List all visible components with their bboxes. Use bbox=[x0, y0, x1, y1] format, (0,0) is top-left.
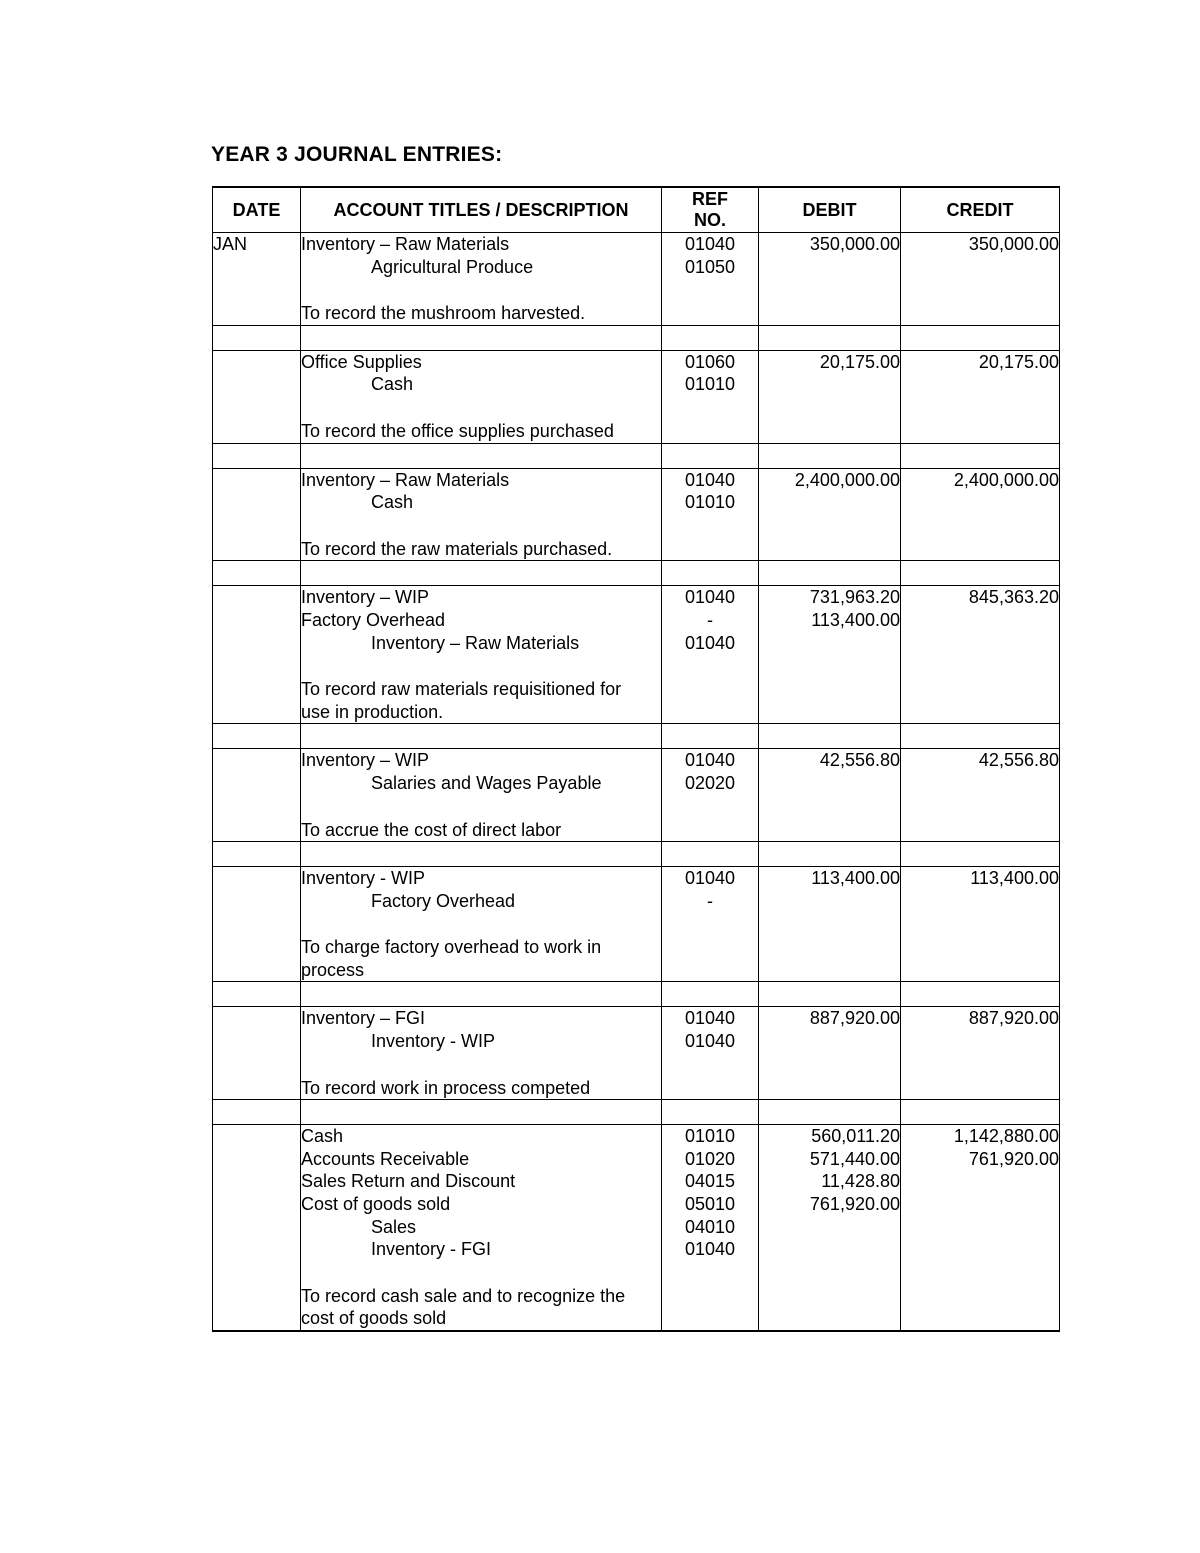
entry-debit-cell bbox=[759, 1125, 901, 1331]
line-gap bbox=[301, 795, 661, 819]
entry-date-cell bbox=[213, 749, 301, 842]
ref-number: 04015 bbox=[684, 1171, 736, 1192]
ref-number: 05010 bbox=[684, 1194, 736, 1215]
date-column-header: DATE bbox=[213, 187, 301, 233]
spacer-cell bbox=[662, 724, 759, 749]
credit-account-title: Sales bbox=[371, 1216, 417, 1237]
debit-amount: 350,000.00 bbox=[809, 234, 900, 254]
entry-date-cell bbox=[213, 1007, 301, 1100]
spacer-cell bbox=[759, 1100, 901, 1125]
spacer-cell bbox=[901, 1100, 1060, 1125]
debit-amount: 20,175.00 bbox=[819, 351, 900, 372]
entry-debit-cell bbox=[759, 867, 901, 982]
ref-number: 01040 bbox=[684, 469, 736, 490]
spacer-cell bbox=[301, 325, 662, 350]
spacer-cell bbox=[759, 325, 901, 350]
credit-account-title: Salaries and Wages Payable bbox=[371, 772, 602, 793]
debit-amount bbox=[759, 1216, 900, 1239]
entry-debit-cell bbox=[759, 350, 901, 443]
ref-number: 01040 bbox=[684, 632, 736, 653]
entry-account-cell bbox=[301, 468, 662, 561]
spacer-cell bbox=[901, 842, 1060, 867]
credit-amount: 2,400,000.00 bbox=[953, 469, 1059, 490]
spacer-cell bbox=[213, 724, 301, 749]
journal-entry-row bbox=[213, 867, 1060, 982]
spacer-cell bbox=[662, 561, 759, 586]
spacer-cell bbox=[213, 443, 301, 468]
entry-credit-cell bbox=[901, 350, 1060, 443]
spacer-cell bbox=[213, 325, 301, 350]
credit-amount-stack bbox=[901, 1125, 1059, 1170]
entry-debit-cell bbox=[759, 233, 901, 326]
debit-account-title: Accounts Receivable bbox=[301, 1148, 470, 1169]
line-gap bbox=[301, 1261, 661, 1285]
ref-number: 04010 bbox=[684, 1216, 736, 1237]
entry-description: To record cash sale and to recognize the cost of goods sold bbox=[301, 1285, 626, 1329]
spacer-cell bbox=[662, 443, 759, 468]
ref-number: 01040 bbox=[684, 1239, 736, 1260]
credit-amount: 761,920.00 bbox=[968, 1148, 1059, 1169]
line-gap bbox=[301, 1053, 661, 1077]
entry-ref-cell bbox=[662, 586, 759, 724]
entry-account-cell bbox=[301, 1125, 662, 1331]
entry-date-cell bbox=[213, 1125, 301, 1331]
spacer-cell bbox=[759, 982, 901, 1007]
ref-number: 01040 bbox=[684, 587, 736, 608]
credit-account-title: Inventory - FGI bbox=[371, 1239, 492, 1260]
entry-date-cell: JAN bbox=[213, 233, 301, 326]
spacer-cell bbox=[662, 842, 759, 867]
entry-credit-cell bbox=[901, 586, 1060, 724]
spacer-cell bbox=[662, 325, 759, 350]
debit-amount: 560,011.20 bbox=[811, 1126, 900, 1147]
spacer-cell bbox=[759, 443, 901, 468]
debit-account-title: Cash bbox=[301, 1126, 344, 1147]
debit-amount: 571,440.00 bbox=[809, 1148, 900, 1169]
ref-header-line1: REF bbox=[692, 189, 728, 209]
line-gap bbox=[301, 278, 661, 302]
debit-account-title: Sales Return and Discount bbox=[301, 1171, 516, 1192]
credit-amount-stack bbox=[901, 351, 1059, 374]
spacer-cell bbox=[213, 842, 301, 867]
entry-description: To record the raw materials purchased. bbox=[301, 538, 613, 559]
ref-number: 01010 bbox=[684, 374, 736, 395]
journal-entry-row bbox=[213, 749, 1060, 842]
spacer-cell bbox=[301, 561, 662, 586]
entry-date-cell bbox=[213, 867, 301, 982]
ref-number: - bbox=[707, 609, 713, 630]
credit-amount: 350,000.00 bbox=[968, 234, 1059, 254]
spacer-cell bbox=[662, 1100, 759, 1125]
ref-number: 01020 bbox=[684, 1148, 736, 1169]
credit-amount-stack bbox=[901, 749, 1059, 772]
ref-header-line2: NO. bbox=[693, 210, 726, 230]
debit-amount bbox=[759, 491, 900, 514]
spacer-cell bbox=[301, 443, 662, 468]
entry-ref-cell bbox=[662, 749, 759, 842]
credit-amount-stack bbox=[901, 586, 1059, 609]
line-gap bbox=[301, 912, 661, 936]
entry-debit-cell bbox=[759, 1007, 901, 1100]
debit-amount bbox=[759, 890, 900, 913]
entry-debit-cell bbox=[759, 586, 901, 724]
spacer-cell bbox=[759, 724, 901, 749]
spacer-cell bbox=[301, 724, 662, 749]
debit-amount bbox=[759, 1238, 900, 1261]
spacer-cell bbox=[759, 842, 901, 867]
entry-ref-cell bbox=[662, 1007, 759, 1100]
debit-amount: 887,920.00 bbox=[809, 1008, 900, 1029]
credit-amount-stack bbox=[901, 867, 1059, 890]
debit-amount: 113,400.00 bbox=[811, 609, 900, 630]
credit-account-title: Cash bbox=[371, 374, 414, 395]
ref-number: 01050 bbox=[684, 256, 736, 277]
spacer-cell bbox=[901, 443, 1060, 468]
entry-account-cell bbox=[301, 586, 662, 724]
debit-amount: 113,400.00 bbox=[811, 868, 900, 889]
debit-account-title: Inventory – Raw Materials bbox=[301, 469, 510, 490]
entry-debit-cell bbox=[759, 468, 901, 561]
credit-amount: 887,920.00 bbox=[968, 1008, 1059, 1029]
spacer-cell bbox=[901, 325, 1060, 350]
credit-account-title: Agricultural Produce bbox=[371, 256, 534, 277]
entry-credit-cell bbox=[901, 1125, 1060, 1331]
journal-entry-row bbox=[213, 350, 1060, 443]
entry-credit-cell bbox=[901, 749, 1060, 842]
entry-ref-cell bbox=[662, 350, 759, 443]
credit-amount: 1,142,880.00 bbox=[953, 1126, 1059, 1147]
spacer-cell bbox=[213, 1100, 301, 1125]
ref-number: - bbox=[707, 890, 713, 911]
spacer-row bbox=[213, 982, 1060, 1007]
ref-number: 01040 bbox=[684, 234, 736, 254]
credit-amount: 845,363.20 bbox=[968, 587, 1059, 608]
spacer-row bbox=[213, 1100, 1060, 1125]
entry-account-cell bbox=[301, 350, 662, 443]
debit-amount bbox=[759, 772, 900, 795]
entry-credit-cell bbox=[901, 867, 1060, 982]
entry-ref-cell bbox=[662, 468, 759, 561]
credit-column-header: CREDIT bbox=[901, 187, 1060, 233]
spacer-cell bbox=[213, 982, 301, 1007]
spacer-row bbox=[213, 325, 1060, 350]
journal-body bbox=[213, 233, 1060, 1332]
table-header-row bbox=[213, 187, 1060, 233]
debit-account-title: Inventory – WIP bbox=[301, 587, 430, 608]
spacer-cell bbox=[213, 561, 301, 586]
spacer-row bbox=[213, 443, 1060, 468]
journal-entry-row bbox=[213, 1125, 1060, 1331]
entry-credit-cell bbox=[901, 233, 1060, 326]
entry-description: To record the office supplies purchased bbox=[301, 420, 614, 441]
ref-number: 01010 bbox=[684, 1126, 736, 1147]
credit-account-title: Inventory – Raw Materials bbox=[371, 632, 580, 653]
credit-account-title: Cash bbox=[371, 492, 414, 513]
spacer-cell bbox=[901, 982, 1060, 1007]
spacer-cell bbox=[759, 561, 901, 586]
account-column-header: ACCOUNT TITLES / DESCRIPTION bbox=[301, 187, 662, 233]
debit-amount bbox=[759, 632, 900, 655]
entry-account-cell bbox=[301, 867, 662, 982]
debit-account-title: Office Supplies bbox=[301, 351, 422, 372]
spacer-cell bbox=[662, 982, 759, 1007]
credit-amount: 42,556.80 bbox=[978, 750, 1059, 771]
ref-number: 01060 bbox=[684, 351, 736, 372]
line-gap bbox=[301, 654, 661, 678]
spacer-cell bbox=[301, 842, 662, 867]
entry-credit-cell bbox=[901, 1007, 1060, 1100]
debit-amount bbox=[759, 256, 900, 279]
debit-amount: 42,556.80 bbox=[819, 750, 900, 771]
entry-description: To accrue the cost of direct labor bbox=[301, 819, 562, 840]
ref-column-header bbox=[662, 187, 759, 233]
entry-description: To record raw materials requisitioned for use in production. bbox=[301, 679, 622, 722]
credit-amount: 20,175.00 bbox=[978, 351, 1059, 372]
spacer-row bbox=[213, 561, 1060, 586]
entry-date-cell bbox=[213, 586, 301, 724]
debit-amount: 731,963.20 bbox=[809, 587, 900, 608]
journal-entry-row bbox=[213, 586, 1060, 724]
debit-amount: 11,428.80 bbox=[821, 1171, 900, 1192]
spacer-cell bbox=[301, 1100, 662, 1125]
debit-amount bbox=[759, 1030, 900, 1053]
debit-account-title: Inventory – FGI bbox=[301, 1008, 426, 1029]
spacer-row bbox=[213, 724, 1060, 749]
entry-credit-cell bbox=[901, 468, 1060, 561]
debit-amount: 2,400,000.00 bbox=[794, 469, 900, 490]
debit-amount bbox=[759, 373, 900, 396]
journal-entries-table bbox=[212, 186, 1060, 1332]
entry-description: To record work in process competed bbox=[301, 1077, 591, 1098]
ref-number: 01040 bbox=[684, 750, 736, 771]
entry-description: To charge factory overhead to work in process bbox=[301, 937, 602, 980]
entry-date-cell bbox=[213, 468, 301, 561]
entry-description: To record the mushroom harvested. bbox=[301, 303, 586, 324]
debit-column-header: DEBIT bbox=[759, 187, 901, 233]
ref-number: 01040 bbox=[684, 868, 736, 889]
ref-number: 01010 bbox=[684, 492, 736, 513]
credit-amount-stack bbox=[901, 1007, 1059, 1030]
credit-amount: 113,400.00 bbox=[970, 868, 1059, 889]
entry-account-cell bbox=[301, 749, 662, 842]
document-title: YEAR 3 JOURNAL ENTRIES: bbox=[211, 143, 503, 166]
entry-ref-cell bbox=[662, 233, 759, 326]
debit-account-title: Inventory - WIP bbox=[301, 868, 426, 889]
credit-amount-stack bbox=[901, 233, 1059, 256]
entry-account-cell bbox=[301, 1007, 662, 1100]
journal-entry-row bbox=[213, 233, 1060, 326]
ref-number: 01040 bbox=[684, 1031, 736, 1052]
line-gap bbox=[301, 514, 661, 538]
debit-amount: 761,920.00 bbox=[809, 1194, 900, 1215]
credit-account-title: Factory Overhead bbox=[371, 890, 516, 911]
spacer-cell bbox=[901, 724, 1060, 749]
entry-date-cell bbox=[213, 350, 301, 443]
spacer-cell bbox=[901, 561, 1060, 586]
journal-entry-row bbox=[213, 468, 1060, 561]
debit-account-title: Cost of goods sold bbox=[301, 1194, 451, 1215]
entry-account-cell bbox=[301, 233, 662, 326]
debit-account-title: Inventory – Raw Materials bbox=[301, 234, 510, 254]
line-gap bbox=[301, 396, 661, 420]
entry-debit-cell bbox=[759, 749, 901, 842]
debit-account-title: Factory Overhead bbox=[301, 609, 446, 630]
credit-account-title: Inventory - WIP bbox=[371, 1031, 496, 1052]
spacer-row bbox=[213, 842, 1060, 867]
credit-amount-stack bbox=[901, 469, 1059, 492]
journal-entry-row bbox=[213, 1007, 1060, 1100]
ref-number: 02020 bbox=[684, 772, 736, 793]
debit-account-title: Inventory – WIP bbox=[301, 750, 430, 771]
entry-ref-cell bbox=[662, 1125, 759, 1331]
entry-ref-cell bbox=[662, 867, 759, 982]
spacer-cell bbox=[301, 982, 662, 1007]
ref-number: 01040 bbox=[684, 1008, 736, 1029]
